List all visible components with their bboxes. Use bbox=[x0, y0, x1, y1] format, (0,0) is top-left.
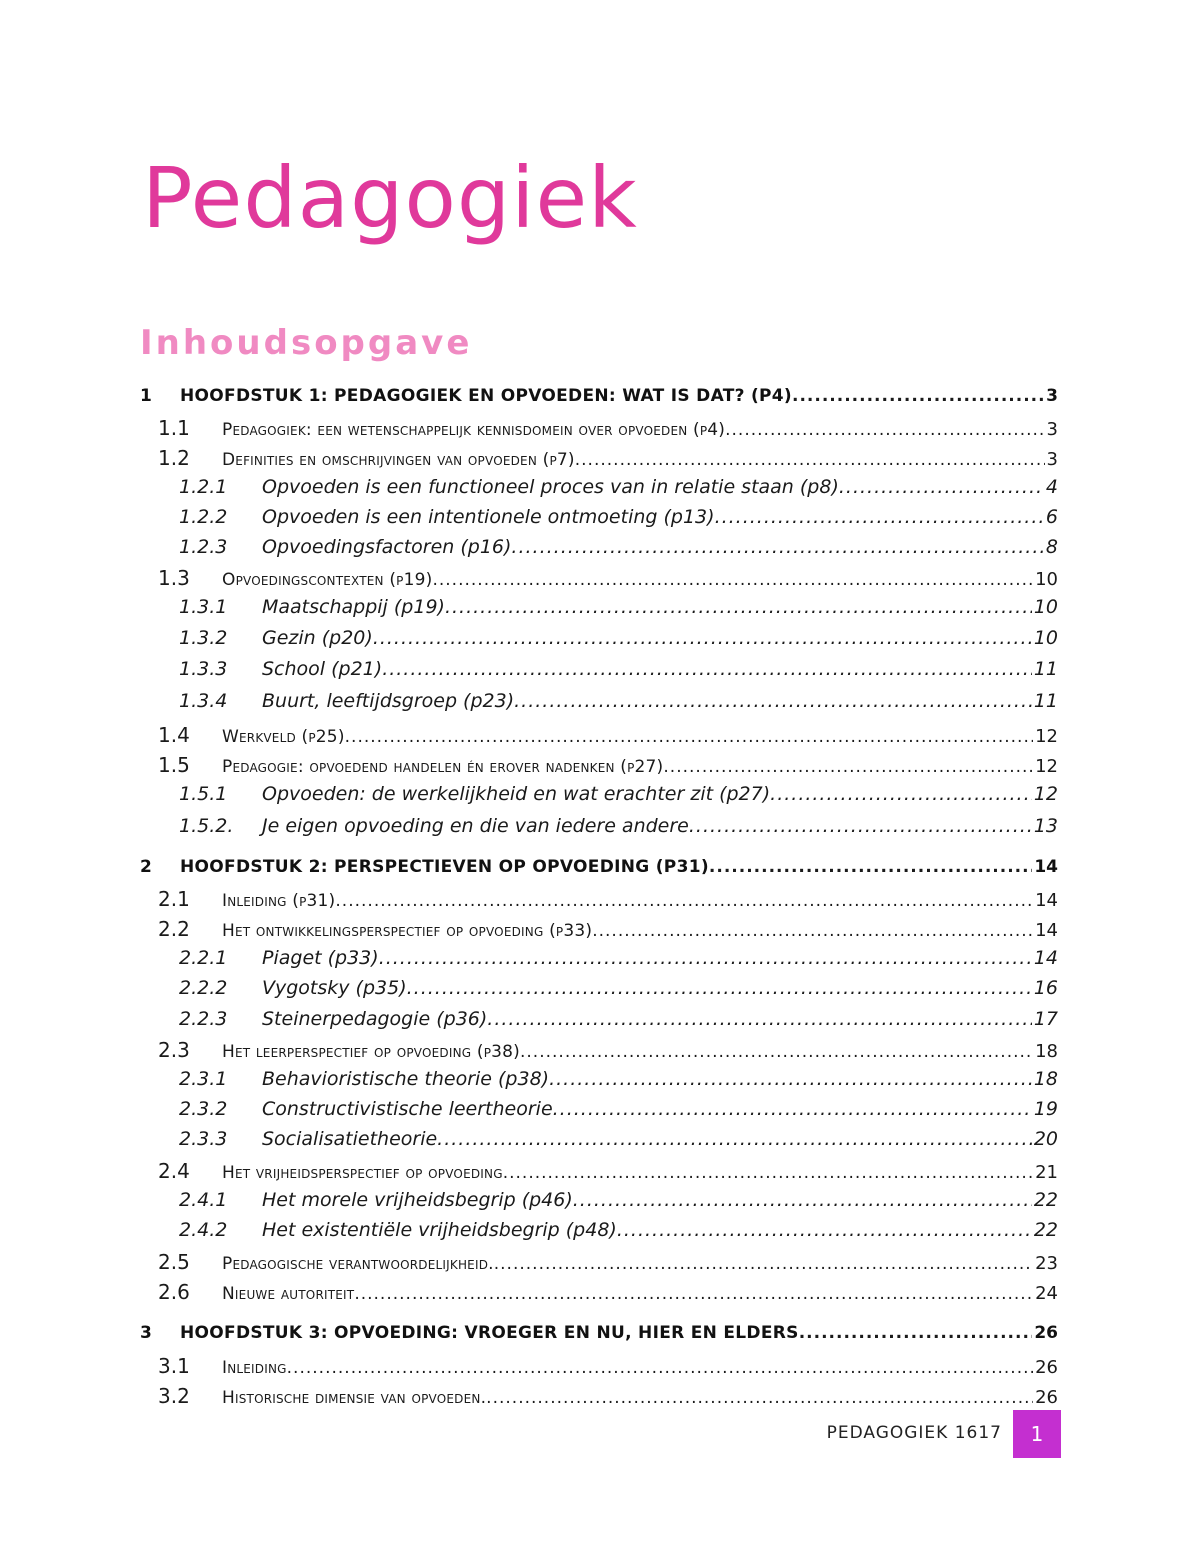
toc-entry-page: 10 bbox=[1033, 627, 1058, 649]
toc-entry-number: 3.1 bbox=[158, 1354, 190, 1378]
toc-entry-number: 1.5.2. bbox=[179, 815, 234, 837]
toc-entry-level-3[interactable] bbox=[179, 536, 1058, 566]
toc-entry-title: Het leerperspectief op opvoeding (p38) bbox=[222, 1042, 520, 1062]
toc-entry-title: Het vrijheidsperspectief op opvoeding bbox=[222, 1163, 503, 1183]
toc-entry-level-1[interactable] bbox=[140, 857, 1058, 887]
toc-entry-level-3[interactable] bbox=[179, 596, 1058, 626]
toc-entry-level-3[interactable] bbox=[179, 815, 1058, 845]
toc-entry-page: 11 bbox=[1033, 658, 1058, 680]
toc-entry-page: 4 bbox=[1045, 476, 1058, 498]
toc-entry-level-3[interactable] bbox=[179, 1068, 1058, 1098]
toc-dot-leader bbox=[345, 727, 1033, 747]
footer-label: PEDAGOGIEK 1617 bbox=[826, 1423, 1002, 1443]
toc-entry-number: 1.3 bbox=[158, 566, 190, 590]
toc-entry-page: 14 bbox=[1035, 920, 1058, 941]
toc-entry-level-3[interactable] bbox=[179, 783, 1058, 813]
toc-dot-leader bbox=[725, 420, 1044, 440]
toc-entry-level-3[interactable] bbox=[179, 1128, 1058, 1158]
toc-entry-number: 1.5 bbox=[158, 753, 190, 777]
toc-entry-title: Vygotsky (p35) bbox=[262, 977, 407, 999]
toc-entry-page: 22 bbox=[1033, 1219, 1058, 1241]
toc-entry-page: 10 bbox=[1033, 596, 1058, 618]
toc-entry-level-3[interactable] bbox=[179, 690, 1058, 720]
toc-entry-level-3[interactable] bbox=[179, 1008, 1058, 1038]
toc-entry-page: 23 bbox=[1035, 1253, 1058, 1274]
toc-entry-number: 2.2.1 bbox=[179, 947, 228, 969]
toc-entry-page: 26 bbox=[1035, 1357, 1058, 1378]
toc-entry-title: Het morele vrijheidsbegrip (p46) bbox=[262, 1189, 573, 1211]
toc-entry-level-3[interactable] bbox=[179, 627, 1058, 657]
toc-entry-number: 2.1 bbox=[158, 887, 190, 911]
toc-dot-leader bbox=[514, 690, 1032, 712]
toc-entry-level-1[interactable] bbox=[140, 1323, 1058, 1353]
toc-entry-level-2[interactable] bbox=[158, 1280, 1058, 1310]
toc-entry-level-2[interactable] bbox=[158, 416, 1058, 446]
toc-entry-title: Opvoeden: de werkelijkheid en wat erachter zit (p27) bbox=[262, 783, 771, 805]
toc-entry-number: 2.4 bbox=[158, 1159, 190, 1183]
toc-entry-page: 12 bbox=[1035, 726, 1058, 747]
toc-entry-number: 1.3.2 bbox=[179, 627, 228, 649]
toc-entry-page: 3 bbox=[1046, 386, 1058, 406]
toc-entry-level-3[interactable] bbox=[179, 1189, 1058, 1219]
toc-entry-title: Gezin (p20) bbox=[262, 627, 373, 649]
toc-entry-page: 16 bbox=[1033, 977, 1058, 999]
toc-entry-number: 1.2.2 bbox=[179, 506, 228, 528]
toc-entry-level-3[interactable] bbox=[179, 476, 1058, 506]
toc-entry-level-3[interactable] bbox=[179, 977, 1058, 1007]
toc-entry-title: School (p21) bbox=[262, 658, 383, 680]
toc-entry-number: 1.3.1 bbox=[179, 596, 228, 618]
toc-entry-title: Opvoeden is een intentionele ontmoeting (p13) bbox=[262, 506, 715, 528]
toc-entry-page: 20 bbox=[1033, 1128, 1058, 1150]
toc-entry-title: Steinerpedagogie (p36) bbox=[262, 1008, 488, 1030]
toc-entry-level-2[interactable] bbox=[158, 723, 1058, 753]
toc-dot-leader bbox=[382, 658, 1032, 680]
toc-dot-leader bbox=[520, 1042, 1033, 1062]
toc-entry-level-2[interactable] bbox=[158, 1384, 1058, 1414]
toc-dot-leader bbox=[617, 1219, 1032, 1241]
toc-entry-number: 1.1 bbox=[158, 416, 190, 440]
toc-dot-leader bbox=[494, 1254, 1033, 1274]
toc-entry-page: 13 bbox=[1033, 815, 1058, 837]
toc-entry-page: 17 bbox=[1033, 1008, 1058, 1030]
toc-entry-level-2[interactable] bbox=[158, 566, 1058, 596]
toc-entry-title: Werkveld (p25) bbox=[222, 727, 345, 747]
toc-entry-number: 1.2 bbox=[158, 446, 190, 470]
toc-entry-number: 2.3 bbox=[158, 1038, 190, 1062]
toc-entry-page: 18 bbox=[1035, 1041, 1058, 1062]
toc-entry-number: 1.4 bbox=[158, 723, 190, 747]
toc-dot-leader bbox=[792, 386, 1044, 406]
toc-dot-leader bbox=[486, 1388, 1033, 1408]
toc-dot-leader bbox=[379, 947, 1032, 969]
toc-entry-number: 1 bbox=[140, 386, 152, 406]
toc-dot-leader bbox=[689, 815, 1032, 837]
toc-entry-page: 26 bbox=[1034, 1323, 1058, 1343]
toc-entry-number: 2.2.3 bbox=[179, 1008, 228, 1030]
toc-entry-number: 2 bbox=[140, 857, 152, 877]
toc-entry-page: 14 bbox=[1033, 947, 1058, 969]
toc-entry-number: 2.3.3 bbox=[179, 1128, 228, 1150]
toc-dot-leader bbox=[715, 506, 1044, 528]
toc-entry-title: Opvoeden is een functioneel proces van in relatie staan (p8) bbox=[262, 476, 839, 498]
toc-entry-title: Het existentiële vrijheidsbegrip (p48) bbox=[262, 1219, 617, 1241]
toc-entry-title: Pedagogiek: een wetenschappelijk kennisdomein over opvoeden (p4) bbox=[222, 420, 726, 440]
toc-entry-number: 3.2 bbox=[158, 1384, 190, 1408]
toc-entry-page: 21 bbox=[1035, 1162, 1058, 1183]
toc-entry-level-3[interactable] bbox=[179, 506, 1058, 536]
toc-entry-page: 22 bbox=[1033, 1189, 1058, 1211]
toc-entry-title: Opvoedingscontexten (p19) bbox=[222, 570, 433, 590]
toc-entry-level-3[interactable] bbox=[179, 658, 1058, 688]
toc-entry-title: Buurt, leeftijdsgroep (p23) bbox=[262, 690, 515, 712]
toc-entry-level-3[interactable] bbox=[179, 1219, 1058, 1249]
toc-entry-number: 2.3.2 bbox=[179, 1098, 228, 1120]
toc-dot-leader bbox=[335, 891, 1033, 911]
toc-entry-page: 12 bbox=[1033, 783, 1058, 805]
toc-entry-number: 1.3.4 bbox=[179, 690, 228, 712]
toc-dot-leader bbox=[354, 1284, 1033, 1304]
toc-entry-page: 12 bbox=[1035, 756, 1058, 777]
toc-entry-level-3[interactable] bbox=[179, 947, 1058, 977]
toc-entry-level-2[interactable] bbox=[158, 446, 1058, 476]
toc-entry-page: 10 bbox=[1035, 569, 1058, 590]
toc-dot-leader bbox=[432, 570, 1033, 590]
toc-entry-title: Pedagogische verantwoordelijkheid. bbox=[222, 1254, 494, 1274]
toc-entry-number: 2.3.1 bbox=[179, 1068, 228, 1090]
toc-dot-leader bbox=[445, 596, 1032, 618]
toc-entry-title: Inleiding bbox=[222, 1358, 287, 1378]
toc-entry-level-2[interactable] bbox=[158, 1038, 1058, 1068]
toc-dot-leader bbox=[407, 977, 1032, 999]
toc-entry-title: Definities en omschrijvingen van opvoeden (p7) bbox=[222, 450, 575, 470]
toc-entry-number: 1.3.3 bbox=[179, 658, 228, 680]
toc-dot-leader bbox=[511, 536, 1043, 558]
toc-entry-number: 2.4.2 bbox=[179, 1219, 228, 1241]
toc-entry-number: 2.4.1 bbox=[179, 1189, 228, 1211]
toc-entry-number: 2.5 bbox=[158, 1250, 190, 1274]
toc-entry-page: 14 bbox=[1035, 890, 1058, 911]
toc-entry-level-1[interactable] bbox=[140, 386, 1058, 416]
toc-entry-title: Constructivistische leertheorie bbox=[262, 1098, 553, 1120]
toc-entry-level-2[interactable] bbox=[158, 1250, 1058, 1280]
toc-entry-title: HOOFDSTUK 1: PEDAGOGIEK EN OPVOEDEN: WAT IS DAT? (P4) bbox=[180, 386, 793, 406]
toc-entry-page: 26 bbox=[1035, 1387, 1058, 1408]
toc-entry-title: Het ontwikkelingsperspectief op opvoeding (p33) bbox=[222, 921, 593, 941]
toc-entry-number: 2.2.2 bbox=[179, 977, 228, 999]
toc-entry-level-2[interactable] bbox=[158, 1159, 1058, 1189]
toc-dot-leader bbox=[575, 450, 1045, 470]
toc-entry-page: 11 bbox=[1033, 690, 1058, 712]
toc-entry-number: 1.2.1 bbox=[179, 476, 228, 498]
toc-entry-page: 8 bbox=[1045, 536, 1058, 558]
toc-entry-title: Je eigen opvoeding en die van iedere andere bbox=[262, 815, 689, 837]
toc-entry-title: HOOFDSTUK 3: OPVOEDING: VROEGER EN NU, HIER EN ELDERS bbox=[180, 1323, 799, 1343]
toc-entry-number: 1.2.3 bbox=[179, 536, 228, 558]
toc-entry-title: Historische dimensie van opvoeden. bbox=[222, 1388, 487, 1408]
toc-dot-leader bbox=[663, 757, 1033, 777]
toc-dot-leader bbox=[287, 1358, 1033, 1378]
toc-dot-leader bbox=[503, 1163, 1033, 1183]
toc-dot-leader bbox=[709, 857, 1032, 877]
toc-entry-number: 2.2 bbox=[158, 917, 190, 941]
toc-entry-level-2[interactable] bbox=[158, 887, 1058, 917]
toc-entry-page: 6 bbox=[1045, 506, 1058, 528]
toc-entry-page: 24 bbox=[1035, 1283, 1058, 1304]
toc-dot-leader bbox=[553, 1098, 1032, 1120]
toc-entry-title: HOOFDSTUK 2: PERSPECTIEVEN OP OPVOEDING (P31) bbox=[180, 857, 709, 877]
toc-entry-level-2[interactable] bbox=[158, 753, 1058, 783]
toc-entry-title: Inleiding (p31) bbox=[222, 891, 336, 911]
toc-entry-title: Opvoedingsfactoren (p16) bbox=[262, 536, 512, 558]
toc-dot-leader bbox=[549, 1068, 1032, 1090]
toc-entry-number: 2.6 bbox=[158, 1280, 190, 1304]
toc-entry-title: Pedagogie: opvoedend handelen én erover nadenken (p27) bbox=[222, 757, 664, 777]
toc-entry-page: 18 bbox=[1033, 1068, 1058, 1090]
page-number-badge: 1 bbox=[1013, 1410, 1061, 1458]
toc-entry-page: 3 bbox=[1046, 449, 1058, 470]
toc-entry-level-3[interactable] bbox=[179, 1098, 1058, 1128]
toc-dot-leader bbox=[770, 783, 1032, 805]
toc-dot-leader bbox=[487, 1008, 1032, 1030]
toc-dot-leader bbox=[839, 476, 1044, 498]
toc-entry-title: Piaget (p33) bbox=[262, 947, 379, 969]
toc-dot-leader bbox=[799, 1323, 1033, 1343]
toc-entry-title: Maatschappij (p19) bbox=[262, 596, 445, 618]
toc-entry-page: 14 bbox=[1034, 857, 1058, 877]
toc-dot-leader bbox=[437, 1128, 1032, 1150]
toc-dot-leader bbox=[373, 627, 1032, 649]
toc-entry-level-2[interactable] bbox=[158, 1354, 1058, 1384]
document-title: Pedagogiek bbox=[142, 149, 638, 247]
toc-entry-title: Socialisatietheorie bbox=[262, 1128, 438, 1150]
toc-entry-level-2[interactable] bbox=[158, 917, 1058, 947]
toc-entry-title: Nieuwe autoriteit bbox=[222, 1284, 355, 1304]
toc-entry-number: 1.5.1 bbox=[179, 783, 228, 805]
toc-entry-page: 3 bbox=[1046, 419, 1058, 440]
toc-entry-title: Behavioristische theorie (p38) bbox=[262, 1068, 550, 1090]
toc-entry-page: 19 bbox=[1033, 1098, 1058, 1120]
toc-entry-number: 3 bbox=[140, 1323, 152, 1343]
toc-dot-leader bbox=[592, 921, 1033, 941]
toc-dot-leader bbox=[573, 1189, 1032, 1211]
toc-heading: Inhoudsopgave bbox=[140, 323, 473, 363]
